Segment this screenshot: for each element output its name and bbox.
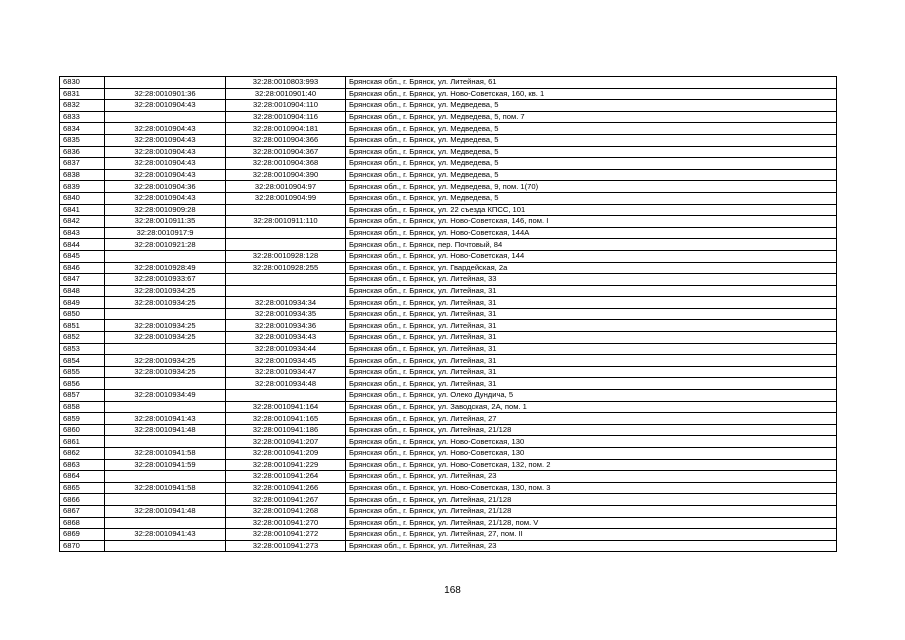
cadastral-parcel-cell: 32:28:0010933:67	[105, 274, 226, 286]
row-number-cell: 6847	[60, 274, 105, 286]
table-row	[60, 540, 837, 552]
cadastral-object-cell: 32:28:0010934:48	[226, 378, 346, 390]
cadastral-parcel-cell	[105, 250, 226, 262]
table-row	[60, 401, 837, 413]
address-cell: Брянская обл., г. Брянск, ул. Ново-Советская, 130, пом. 3	[346, 482, 837, 494]
row-number-cell: 6868	[60, 517, 105, 529]
cadastral-parcel-cell: 32:28:0010917:9	[105, 227, 226, 239]
table-row	[60, 158, 837, 170]
row-number-cell: 6835	[60, 134, 105, 146]
row-number-cell: 6857	[60, 390, 105, 402]
row-number-cell: 6839	[60, 181, 105, 193]
row-number-cell: 6855	[60, 366, 105, 378]
row-number-cell: 6838	[60, 169, 105, 181]
cadastral-parcel-cell	[105, 471, 226, 483]
cadastral-object-cell: 32:28:0010904:110	[226, 100, 346, 112]
cadastral-parcel-cell	[105, 308, 226, 320]
cadastral-object-cell: 32:28:0010941:272	[226, 529, 346, 541]
row-number-cell: 6836	[60, 146, 105, 158]
cadastral-object-cell: 32:28:0010941:165	[226, 413, 346, 425]
table-row	[60, 436, 837, 448]
address-cell: Брянская обл., г. Брянск, ул. Медведева, 9, пом. 1(70)	[346, 181, 837, 193]
cadastral-parcel-cell: 32:28:0010941:58	[105, 482, 226, 494]
row-number-cell: 6859	[60, 413, 105, 425]
cadastral-object-cell: 32:28:0010934:44	[226, 343, 346, 355]
address-cell: Брянская обл., г. Брянск, ул. Медведева, 5, пом. 7	[346, 111, 837, 123]
address-cell: Брянская обл., г. Брянск, ул. Медведева, 5	[346, 123, 837, 135]
cadastral-parcel-cell: 32:28:0010941:48	[105, 424, 226, 436]
table-row	[60, 471, 837, 483]
address-cell: Брянская обл., г. Брянск, ул. Литейная, 31	[346, 320, 837, 332]
address-cell: Брянская обл., г. Брянск, ул. Олеко Дундича, 5	[346, 390, 837, 402]
address-cell: Брянская обл., г. Брянск, пер. Почтовый, 84	[346, 239, 837, 251]
row-number-cell: 6864	[60, 471, 105, 483]
cadastral-object-cell: 32:28:0010934:45	[226, 355, 346, 367]
row-number-cell: 6852	[60, 332, 105, 344]
table-row	[60, 262, 837, 274]
address-cell: Брянская обл., г. Брянск, ул. Литейная, 21/128	[346, 424, 837, 436]
cadastral-parcel-cell: 32:28:0010941:43	[105, 413, 226, 425]
address-cell: Брянская обл., г. Брянск, ул. Литейная, 31	[346, 285, 837, 297]
row-number-cell: 6834	[60, 123, 105, 135]
address-cell: Брянская обл., г. Брянск, ул. Ново-Советская, 144А	[346, 227, 837, 239]
row-number-cell: 6845	[60, 250, 105, 262]
cadastral-object-cell	[226, 239, 346, 251]
cadastral-parcel-cell	[105, 401, 226, 413]
cadastral-parcel-cell: 32:28:0010921:28	[105, 239, 226, 251]
cadastral-parcel-cell: 32:28:0010904:43	[105, 123, 226, 135]
table-row	[60, 343, 837, 355]
address-cell: Брянская обл., г. Брянск, ул. Литейная, 31	[346, 355, 837, 367]
cadastral-object-cell: 32:28:0010941:209	[226, 448, 346, 460]
cadastral-object-cell	[226, 390, 346, 402]
row-number-cell: 6840	[60, 192, 105, 204]
row-number-cell: 6865	[60, 482, 105, 494]
row-number-cell: 6862	[60, 448, 105, 460]
address-cell: Брянская обл., г. Брянск, ул. Ново-Советская, 160, кв. 1	[346, 88, 837, 100]
table-row	[60, 378, 837, 390]
address-cell: Брянская обл., г. Брянск, ул. Медведева, 5	[346, 169, 837, 181]
row-number-cell: 6867	[60, 505, 105, 517]
address-cell: Брянская обл., г. Брянск, ул. Литейная, 31	[346, 297, 837, 309]
cadastral-parcel-cell: 32:28:0010904:43	[105, 192, 226, 204]
row-number-cell: 6860	[60, 424, 105, 436]
cadastral-object-cell: 32:28:0010934:47	[226, 366, 346, 378]
cadastral-parcel-cell: 32:28:0010901:36	[105, 88, 226, 100]
address-cell: Брянская обл., г. Брянск, ул. Литейная, 21/128	[346, 505, 837, 517]
table-row	[60, 448, 837, 460]
row-number-cell: 6831	[60, 88, 105, 100]
cadastral-object-cell: 32:28:0010928:255	[226, 262, 346, 274]
page-number: 168	[444, 585, 461, 596]
cadastral-object-cell: 32:28:0010941:164	[226, 401, 346, 413]
address-cell: Брянская обл., г. Брянск, ул. Литейная, 27, пом. II	[346, 529, 837, 541]
cadastral-object-cell: 32:28:0010941:270	[226, 517, 346, 529]
address-cell: Брянская обл., г. Брянск, ул. Медведева, 5	[346, 192, 837, 204]
cadastral-object-cell: 32:28:0010928:128	[226, 250, 346, 262]
address-cell: Брянская обл., г. Брянск, ул. Ново-Советская, 132, пом. 2	[346, 459, 837, 471]
row-number-cell: 6833	[60, 111, 105, 123]
cadastral-parcel-cell	[105, 517, 226, 529]
cadastral-object-cell: 32:28:0010941:266	[226, 482, 346, 494]
table-row	[60, 111, 837, 123]
address-cell: Брянская обл., г. Брянск, ул. Литейная, 23	[346, 471, 837, 483]
row-number-cell: 6853	[60, 343, 105, 355]
address-cell: Брянская обл., г. Брянск, ул. Литейная, 21/128	[346, 494, 837, 506]
cadastral-object-cell: 32:28:0010941:186	[226, 424, 346, 436]
table-row	[60, 88, 837, 100]
row-number-cell: 6832	[60, 100, 105, 112]
cadastral-object-cell: 32:28:0010941:273	[226, 540, 346, 552]
table-row	[60, 320, 837, 332]
address-cell: Брянская обл., г. Брянск, ул. Литейная, 27	[346, 413, 837, 425]
row-number-cell: 6843	[60, 227, 105, 239]
row-number-cell: 6863	[60, 459, 105, 471]
cadastral-object-cell: 32:28:0010803:993	[226, 77, 346, 89]
address-cell: Брянская обл., г. Брянск, ул. Медведева, 5	[346, 158, 837, 170]
address-cell: Брянская обл., г. Брянск, ул. Литейная, 31	[346, 378, 837, 390]
row-number-cell: 6841	[60, 204, 105, 216]
cadastral-object-cell: 32:28:0010934:34	[226, 297, 346, 309]
cadastral-parcel-cell: 32:28:0010928:49	[105, 262, 226, 274]
cadastral-object-cell: 32:28:0010934:36	[226, 320, 346, 332]
cadastral-parcel-cell: 32:28:0010934:49	[105, 390, 226, 402]
cadastral-parcel-cell: 32:28:0010941:48	[105, 505, 226, 517]
row-number-cell: 6830	[60, 77, 105, 89]
row-number-cell: 6849	[60, 297, 105, 309]
row-number-cell: 6851	[60, 320, 105, 332]
table-row	[60, 181, 837, 193]
cadastral-object-cell: 32:28:0010904:99	[226, 192, 346, 204]
table-row	[60, 413, 837, 425]
cadastral-parcel-cell: 32:28:0010941:58	[105, 448, 226, 460]
row-number-cell: 6848	[60, 285, 105, 297]
row-number-cell: 6842	[60, 216, 105, 228]
table-row	[60, 517, 837, 529]
cadastral-object-cell: 32:28:0010904:116	[226, 111, 346, 123]
cadastral-parcel-cell: 32:28:0010909:28	[105, 204, 226, 216]
table-row	[60, 216, 837, 228]
table-row	[60, 77, 837, 89]
table-row	[60, 366, 837, 378]
table-row	[60, 529, 837, 541]
cadastral-parcel-cell: 32:28:0010904:43	[105, 158, 226, 170]
table-row	[60, 239, 837, 251]
cadastral-object-cell: 32:28:0010911:110	[226, 216, 346, 228]
address-cell: Брянская обл., г. Брянск, ул. Литейная, 61	[346, 77, 837, 89]
cadastral-parcel-cell: 32:28:0010904:36	[105, 181, 226, 193]
table-row	[60, 250, 837, 262]
address-cell: Брянская обл., г. Брянск, ул. Литейная, 31	[346, 308, 837, 320]
table-body	[60, 77, 837, 552]
cadastral-parcel-cell: 32:28:0010934:25	[105, 297, 226, 309]
table-row	[60, 134, 837, 146]
cadastral-parcel-cell: 32:28:0010934:25	[105, 366, 226, 378]
cadastral-parcel-cell: 32:28:0010934:25	[105, 320, 226, 332]
table-row	[60, 459, 837, 471]
address-cell: Брянская обл., г. Брянск, ул. Литейная, 31	[346, 366, 837, 378]
row-number-cell: 6870	[60, 540, 105, 552]
cadastral-parcel-cell	[105, 111, 226, 123]
table-row	[60, 482, 837, 494]
address-cell: Брянская обл., г. Брянск, ул. Медведева, 5	[346, 134, 837, 146]
cadastral-object-cell: 32:28:0010941:207	[226, 436, 346, 448]
cadastral-object-cell: 32:28:0010904:390	[226, 169, 346, 181]
table-row	[60, 355, 837, 367]
cadastral-object-cell: 32:28:0010934:35	[226, 308, 346, 320]
address-cell: Брянская обл., г. Брянск, ул. Медведева, 5	[346, 146, 837, 158]
property-register-table	[59, 76, 837, 552]
cadastral-parcel-cell: 32:28:0010941:59	[105, 459, 226, 471]
cadastral-parcel-cell	[105, 77, 226, 89]
table-row	[60, 285, 837, 297]
address-cell: Брянская обл., г. Брянск, ул. Ново-Советская, 130	[346, 436, 837, 448]
cadastral-parcel-cell: 32:28:0010904:43	[105, 169, 226, 181]
address-cell: Брянская обл., г. Брянск, ул. Заводская, 2А, пом. 1	[346, 401, 837, 413]
table-row	[60, 146, 837, 158]
cadastral-object-cell: 32:28:0010934:43	[226, 332, 346, 344]
cadastral-object-cell: 32:28:0010904:368	[226, 158, 346, 170]
cadastral-object-cell: 32:28:0010941:267	[226, 494, 346, 506]
cadastral-object-cell: 32:28:0010904:181	[226, 123, 346, 135]
table-row	[60, 505, 837, 517]
address-cell: Брянская обл., г. Брянск, ул. Литейная, 21/128, пом. V	[346, 517, 837, 529]
row-number-cell: 6866	[60, 494, 105, 506]
table-row	[60, 494, 837, 506]
address-cell: Брянская обл., г. Брянск, ул. Ново-Советская, 144	[346, 250, 837, 262]
table-row	[60, 169, 837, 181]
cadastral-object-cell	[226, 274, 346, 286]
table-row	[60, 297, 837, 309]
table-row	[60, 100, 837, 112]
address-cell: Брянская обл., г. Брянск, ул. Гвардейская, 2а	[346, 262, 837, 274]
cadastral-object-cell: 32:28:0010904:97	[226, 181, 346, 193]
cadastral-parcel-cell: 32:28:0010911:35	[105, 216, 226, 228]
cadastral-object-cell: 32:28:0010904:367	[226, 146, 346, 158]
row-number-cell: 6856	[60, 378, 105, 390]
address-cell: Брянская обл., г. Брянск, ул. Литейная, 33	[346, 274, 837, 286]
cadastral-parcel-cell	[105, 343, 226, 355]
cadastral-object-cell	[226, 204, 346, 216]
cadastral-object-cell: 32:28:0010941:264	[226, 471, 346, 483]
address-cell: Брянская обл., г. Брянск, ул. Ново-Советская, 146, пом. I	[346, 216, 837, 228]
cadastral-parcel-cell: 32:28:0010934:25	[105, 355, 226, 367]
cadastral-parcel-cell: 32:28:0010904:43	[105, 134, 226, 146]
cadastral-parcel-cell	[105, 436, 226, 448]
address-cell: Брянская обл., г. Брянск, ул. Литейная, 23	[346, 540, 837, 552]
address-cell: Брянская обл., г. Брянск, ул. Ново-Советская, 130	[346, 448, 837, 460]
cadastral-parcel-cell: 32:28:0010904:43	[105, 100, 226, 112]
row-number-cell: 6844	[60, 239, 105, 251]
table-row	[60, 227, 837, 239]
cadastral-parcel-cell: 32:28:0010934:25	[105, 285, 226, 297]
cadastral-parcel-cell: 32:28:0010934:25	[105, 332, 226, 344]
cadastral-object-cell: 32:28:0010904:366	[226, 134, 346, 146]
table-row	[60, 390, 837, 402]
row-number-cell: 6861	[60, 436, 105, 448]
row-number-cell: 6869	[60, 529, 105, 541]
row-number-cell: 6846	[60, 262, 105, 274]
address-cell: Брянская обл., г. Брянск, ул. Литейная, 31	[346, 332, 837, 344]
table-row	[60, 274, 837, 286]
address-cell: Брянская обл., г. Брянск, ул. Медведева, 5	[346, 100, 837, 112]
cadastral-object-cell	[226, 227, 346, 239]
cadastral-parcel-cell: 32:28:0010941:43	[105, 529, 226, 541]
address-cell: Брянская обл., г. Брянск, ул. 22 съезда КПСС, 101	[346, 204, 837, 216]
cadastral-object-cell: 32:28:0010941:229	[226, 459, 346, 471]
cadastral-object-cell	[226, 285, 346, 297]
table-row	[60, 204, 837, 216]
table-row	[60, 192, 837, 204]
cadastral-object-cell: 32:28:0010901:40	[226, 88, 346, 100]
cadastral-parcel-cell	[105, 378, 226, 390]
row-number-cell: 6850	[60, 308, 105, 320]
row-number-cell: 6858	[60, 401, 105, 413]
cadastral-parcel-cell: 32:28:0010904:43	[105, 146, 226, 158]
row-number-cell: 6837	[60, 158, 105, 170]
row-number-cell: 6854	[60, 355, 105, 367]
table-row	[60, 424, 837, 436]
table-row	[60, 123, 837, 135]
table-row	[60, 308, 837, 320]
address-cell: Брянская обл., г. Брянск, ул. Литейная, 31	[346, 343, 837, 355]
cadastral-parcel-cell	[105, 540, 226, 552]
cadastral-parcel-cell	[105, 494, 226, 506]
cadastral-object-cell: 32:28:0010941:268	[226, 505, 346, 517]
table-row	[60, 332, 837, 344]
